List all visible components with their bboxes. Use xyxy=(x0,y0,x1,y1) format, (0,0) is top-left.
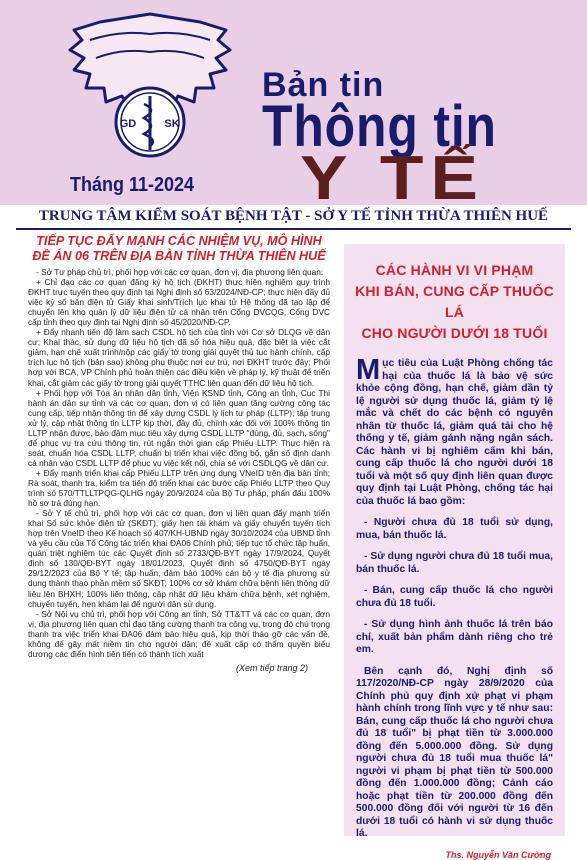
right-item: - Sử dụng người chưa đủ 18 tuổi mua, bán thuốc lá. xyxy=(356,551,553,575)
right-item: - Sử dụng hình ảnh thuốc lá trên báo chí, xuất bản phẩm dành riêng cho trẻ em. xyxy=(356,619,553,655)
issue-month: Tháng 11-2024 xyxy=(70,174,195,196)
right-closing: Bên cạnh đó, Nghị định số 117/2020/NĐ-CP ngày 28/9/2020 của Chính phủ quy định xử phạt vi phạm hành chính trong lĩnh vực y tế như sau: Bán, cung cấp thuốc lá cho người chưa đủ 18 tuổi" bị phạt tiền từ 3.000.000 đồng đến 5.000.000 đồng. Sử dụng người chưa đủ 18 tuổi mua thuốc lá" người vi phạm bị phạt tiền từ 500.000 đồng đến 1.000.000 đồng; Cảnh cáo hoặc phạt tiền từ 200.000 đồng đến 500.000 đồng đối với người từ 16 đến dưới 18 tuổi có hành vi sử dụng thuốc lá. xyxy=(356,665,553,839)
right-title-line-3: CHO NGƯỜI DƯỚI 18 TUỔI xyxy=(361,325,548,341)
logo-text-sk: SK xyxy=(164,118,180,130)
left-paragraph: - Sở Y tế chủ trì, phối hợp với các cơ quan, đơn vị liên quan đẩy mạnh triển khai Sổ sức khỏe điện tử (SKĐT), giấy hẹn tái khám và giấy chuyển tuyến tích hợp trên VneID theo Kế hoạch số 407/KH-UBND ngày 30/10/2024 của UBND tỉnh và yêu cầu của Tổ Công tác triển khai ĐA06 Chính phủ; tiếp tục tổ chức tập huấn, quán triệt nghiêm túc các Quyết định số 2733/QĐ-BYT ngày 17/9/2024, Quyết định số 130/QĐ-BYT ngày 18/01/2023, Quyết định số 4750/QĐ-BYT ngày 29/12/2023 của Bộ Y tế; tập huấn, đảm bảo 100% cán bộ y tế địa phương sử dụng thành thạo phần mềm số SKĐT; 100% cơ sở khám chữa bệnh liên thông dữ liệu lên BHXH; 100% liên thông, cập nhật dữ liệu khám chữa bệnh, xét nghiệm, chuyển tuyến, hẹn khám lại để người dân sử dụng. xyxy=(28,508,330,609)
left-paragraph: - Sở Tư pháp chủ trì, phối hợp với các cơ quan, đơn vị, địa phương liên quan: xyxy=(36,267,324,277)
left-paragraph: - Sở Nội vụ chủ trì, phối hợp với Công an tỉnh, Sở TT&TT và các cơ quan, đơn vị, địa phương liên quan chỉ đạo tăng cường thanh tra công vụ, trong đó chú trọng thanh tra việc triển khai ĐA06 đảm bảo hiệu quả, kịp thời tháo gỡ các vấn đề, không để gây mất niềm tin cho người dân; đề xuất cấp có thẩm quyền biểu dương các điển hình tiên tiến có thành tích xuất xyxy=(28,608,330,659)
left-paragraph: + Chỉ đạo các cơ quan đăng ký hộ tịch (ĐKHT) thực hiện nghiêm quy trình ĐKHT trực tuyến theo quy định tại Nghị định số 63/2024/NĐ-CP; thực hiện đầy đủ việc ký số bản điện tử Giấy khai sinh/Trích lục khai tử Hệ thống đã tạo lập để chuyển lên kho quản lý dữ liệu điện tử cá nhân trên Cổng DVCQG, Cổng DVC cấp tỉnh theo quy định tại Nghị định số 45/2020/NĐ-CP. xyxy=(28,277,330,328)
organization-name: TRUNG TÂM KIỂM SOÁT BỆNH TẬT - SỞ Y TẾ TỈNH THỪA THIÊN HUẾ xyxy=(38,208,549,224)
y-te-title: Y TẾ xyxy=(300,144,485,213)
thong-tin-title: Thông tin xyxy=(262,94,497,159)
right-article-title xyxy=(352,260,557,344)
left-title-line-1: TIẾP TỤC ĐẨY MẠNH CÁC NHIỆM VỤ, MÔ HÌNH xyxy=(36,234,322,248)
author-name: Ths. Nguyễn Văn Cường xyxy=(445,849,551,860)
left-paragraph: + Đẩy nhanh tiến độ làm sạch CSDL hộ tịch của tỉnh với Cơ sở DLQG về dân cư; Khai thác, sử dụng dữ liệu hộ tịch đã số hóa hiệu quả, đặc biệt là việc cắt giảm, hạn chế xuất trình/nộp các giấy tờ trong giải quyết thủ tục hành chính, cấp trích lục hộ tịch (bản sao) không phụ thuộc nơi cư trú, nơi ĐKHT trước đây; Phối hợp với BCA, VP Chính phủ hoàn thiện các điều kiện về pháp lý, kỹ thuật để triển khai, cắt giảm các giấy tờ trong giải quyết TTHC liên quan đến dữ liệu hộ tịch. xyxy=(28,327,330,388)
logo-text-gd: GD xyxy=(119,118,137,130)
left-paragraph: + Phối hợp với Tòa án nhân dân tỉnh, Viện KSND tỉnh, Công an tỉnh, Cục Thi hành án dân sự tỉnh và các cơ quan, đơn vị có liên quan tăng cường công tác cung cấp, tiếp nhận thông tin để xây dựng CSDL lý lịch tư pháp (LLTP); tập trung xử lý, cập nhật thông tin LLTP kịp thời, đầy đủ, chính xác đối với 100% thông tin LLTP nhận được, bảo đảm mục tiêu xây dựng CSDL LLTP "đúng, đủ, sạch, sống" để phục vụ tra cứu thông tin, rút ngắn thời gian cấp Phiếu LLTP. Thực hiện rà soát, chuẩn hóa CSDL LLTP, chuẩn bị triển khai việc đồng bộ, gắn số định danh cá nhân vào CSDL LLTP để phục vụ việc kết nối, chia sẻ với CSDLQG về dân cư. xyxy=(28,387,330,468)
left-article-body xyxy=(28,267,330,659)
ministry-logo-emblem xyxy=(60,10,240,160)
left-title-line-2: ĐỀ ÁN 06 TRÊN ĐỊA BÀN TỈNH THỪA THIÊN HUẾ xyxy=(32,249,326,263)
right-article-body xyxy=(356,354,553,841)
continued-note: (Xem tiếp trang 2) xyxy=(235,662,308,673)
right-article-box xyxy=(344,244,565,860)
masthead xyxy=(0,0,587,213)
right-item: - Bán, cung cấp thuốc lá cho người chưa đủ 18 tuổi. xyxy=(356,585,553,609)
left-paragraph: + Đẩy mạnh triển khai cấp Phiếu LLTP trên ứng dụng VNeID trên địa bàn tỉnh; Rà soát, thanh tra, kiểm tra tiến độ triển khai các bước cấp Phiếu LLTP theo Quy trình số 570/TTLLTPQG-QLHG ngày 20/9/2024 của Bộ Tư pháp, phấn đấu 100% hồ sơ trả đúng hạn. xyxy=(28,467,330,509)
drop-cap: M xyxy=(356,354,381,386)
right-item: - Người chưa đủ 18 tuổi sử dụng, mua, bán thuốc lá. xyxy=(356,517,553,541)
ban-tin-label: Bản tin xyxy=(262,66,385,104)
left-article xyxy=(28,234,330,673)
header-divider xyxy=(16,228,571,230)
right-title-line-1: CÁC HÀNH VI VI PHẠM xyxy=(375,262,534,278)
right-intro: ục tiêu của Luật Phòng chống tác hại của thuốc lá là bảo vệ sức khỏe cộng đồng, hạn chế, giảm dần tỷ lệ người sử dụng thuốc lá, giảm tỷ lệ mắc và chết do các bệnh có nguyên nhân từ thuốc lá, giảm quá tải cho hệ thống y tế, giảm gánh nặng ngân sách. Các hành vi bị nghiêm cấm khi bán, cung cấp thuốc lá cho người dưới 18 tuổi và một số quy định liên quan được quy định tại Luật Phòng, chống tác hại của thuốc lá bao gồm: xyxy=(356,358,553,507)
left-article-title xyxy=(28,234,330,264)
right-title-line-2: KHI BÁN, CUNG CẤP THUỐC LÁ xyxy=(355,283,554,320)
